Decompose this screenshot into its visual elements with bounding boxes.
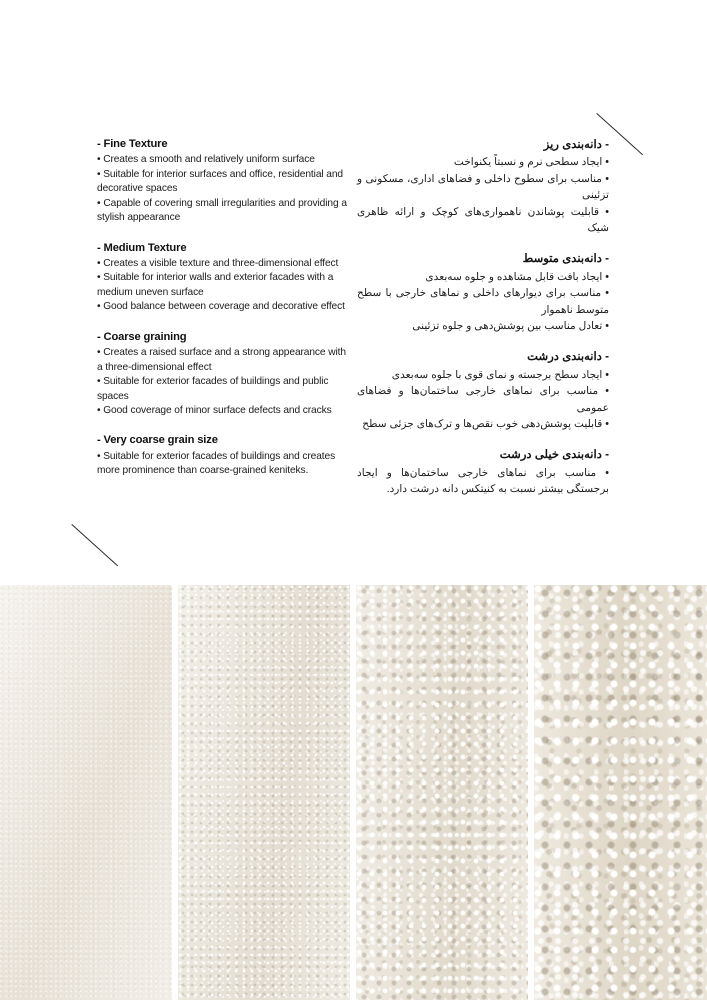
section-title: - دانه‌بندی درشت <box>527 350 609 364</box>
grain-section-medium-en <box>97 240 347 315</box>
section-title: - Fine Texture <box>97 138 168 150</box>
texture-panel-coarse <box>356 585 528 1000</box>
texture-panel-medium <box>178 585 350 1000</box>
grain-section-medium-fa <box>357 250 609 334</box>
section-bullet: • ایجاد سطحی نرم و نسبتاً یکنواخت <box>453 156 609 169</box>
section-bullet: • Creates a visible texture and three-dimensional effect <box>97 257 339 269</box>
grain-section-fine-en <box>97 136 347 226</box>
section-bullet: • قابلیت پوشش‌دهی خوب نقص‌ها و ترک‌های جزئی سطح <box>362 418 609 431</box>
section-bullet: • Creates a smooth and relatively uniform surface <box>97 154 315 166</box>
section-bullet: • Capable of covering small irregularities and providing a stylish appearance <box>97 197 347 224</box>
grain-section-very-coarse-fa <box>357 446 609 497</box>
fine-grain-texture <box>0 585 172 1000</box>
texture-sample-strip <box>0 585 707 1000</box>
section-bullet: • Good balance between coverage and decorative effect <box>97 301 345 313</box>
section-bullet: • قابلیت پوشاندن ناهمواری‌های کوچک و ارائه ظاهری شیک <box>357 205 609 235</box>
section-bullet: • Good coverage of minor surface defects and cracks <box>97 405 332 416</box>
grain-section-coarse-en <box>97 329 347 419</box>
section-bullet: • Suitable for interior surfaces and office, residential and decorative spaces <box>97 168 343 195</box>
english-text-column <box>97 136 347 479</box>
section-bullet: • تعادل مناسب بین پوشش‌دهی و جلوه تزئینی <box>412 320 609 333</box>
coarse-grain-texture <box>356 585 528 1000</box>
section-bullet: • مناسب برای سطوح داخلی و فضاهای اداری، مسکونی و تزئینی <box>357 172 609 202</box>
section-bullet: • Suitable for exterior facades of buildings and public spaces <box>97 376 329 402</box>
grain-section-coarse-fa <box>357 348 609 432</box>
section-bullet: • Suitable for exterior facades of buildings and creates more prominence than coarse-grained keniteks. <box>97 450 336 477</box>
section-bullet: • Suitable for interior walls and exterior facades with a medium uneven surface <box>97 272 334 298</box>
section-title: - دانه‌بندی ریز <box>543 138 609 151</box>
medium-grain-texture <box>178 585 350 1000</box>
section-title: - Medium Texture <box>97 241 187 254</box>
section-title: - دانه‌بندی خیلی درشت <box>499 448 609 462</box>
section-bullet: • Creates a raised surface and a strong appearance with a three-dimensional effect <box>97 347 346 373</box>
section-title: - Very coarse grain size <box>97 434 218 447</box>
very-coarse-grain-texture <box>534 585 707 1000</box>
texture-panel-very-coarse <box>534 585 707 1000</box>
section-bullet: • ایجاد بافت قابل مشاهده و جلوه سه‌بعدی <box>425 270 609 283</box>
section-bullet: • مناسب برای نماهای خارجی ساختمان‌ها و ایجاد برجستگی بیشتر نسبت به کنیتکس دانه درشت دارد. <box>357 466 609 496</box>
persian-text-column <box>357 136 609 498</box>
grain-section-very-coarse-en <box>97 432 347 478</box>
texture-panel-fine <box>0 585 172 1000</box>
section-title: - دانه‌بندی متوسط <box>522 252 609 266</box>
section-bullet: • مناسب برای دیوارهای داخلی و نماهای خارجی با سطح متوسط ناهموار <box>357 287 609 316</box>
grain-section-fine-fa <box>357 136 609 236</box>
section-title: - Coarse graining <box>97 330 187 343</box>
section-bullet: • ایجاد سطح برجسته و نمای قوی با جلوه سه‌بعدی <box>391 368 609 381</box>
section-bullet: • مناسب برای نماهای خارجی ساختمان‌ها و فضاهای عمومی <box>357 385 609 414</box>
